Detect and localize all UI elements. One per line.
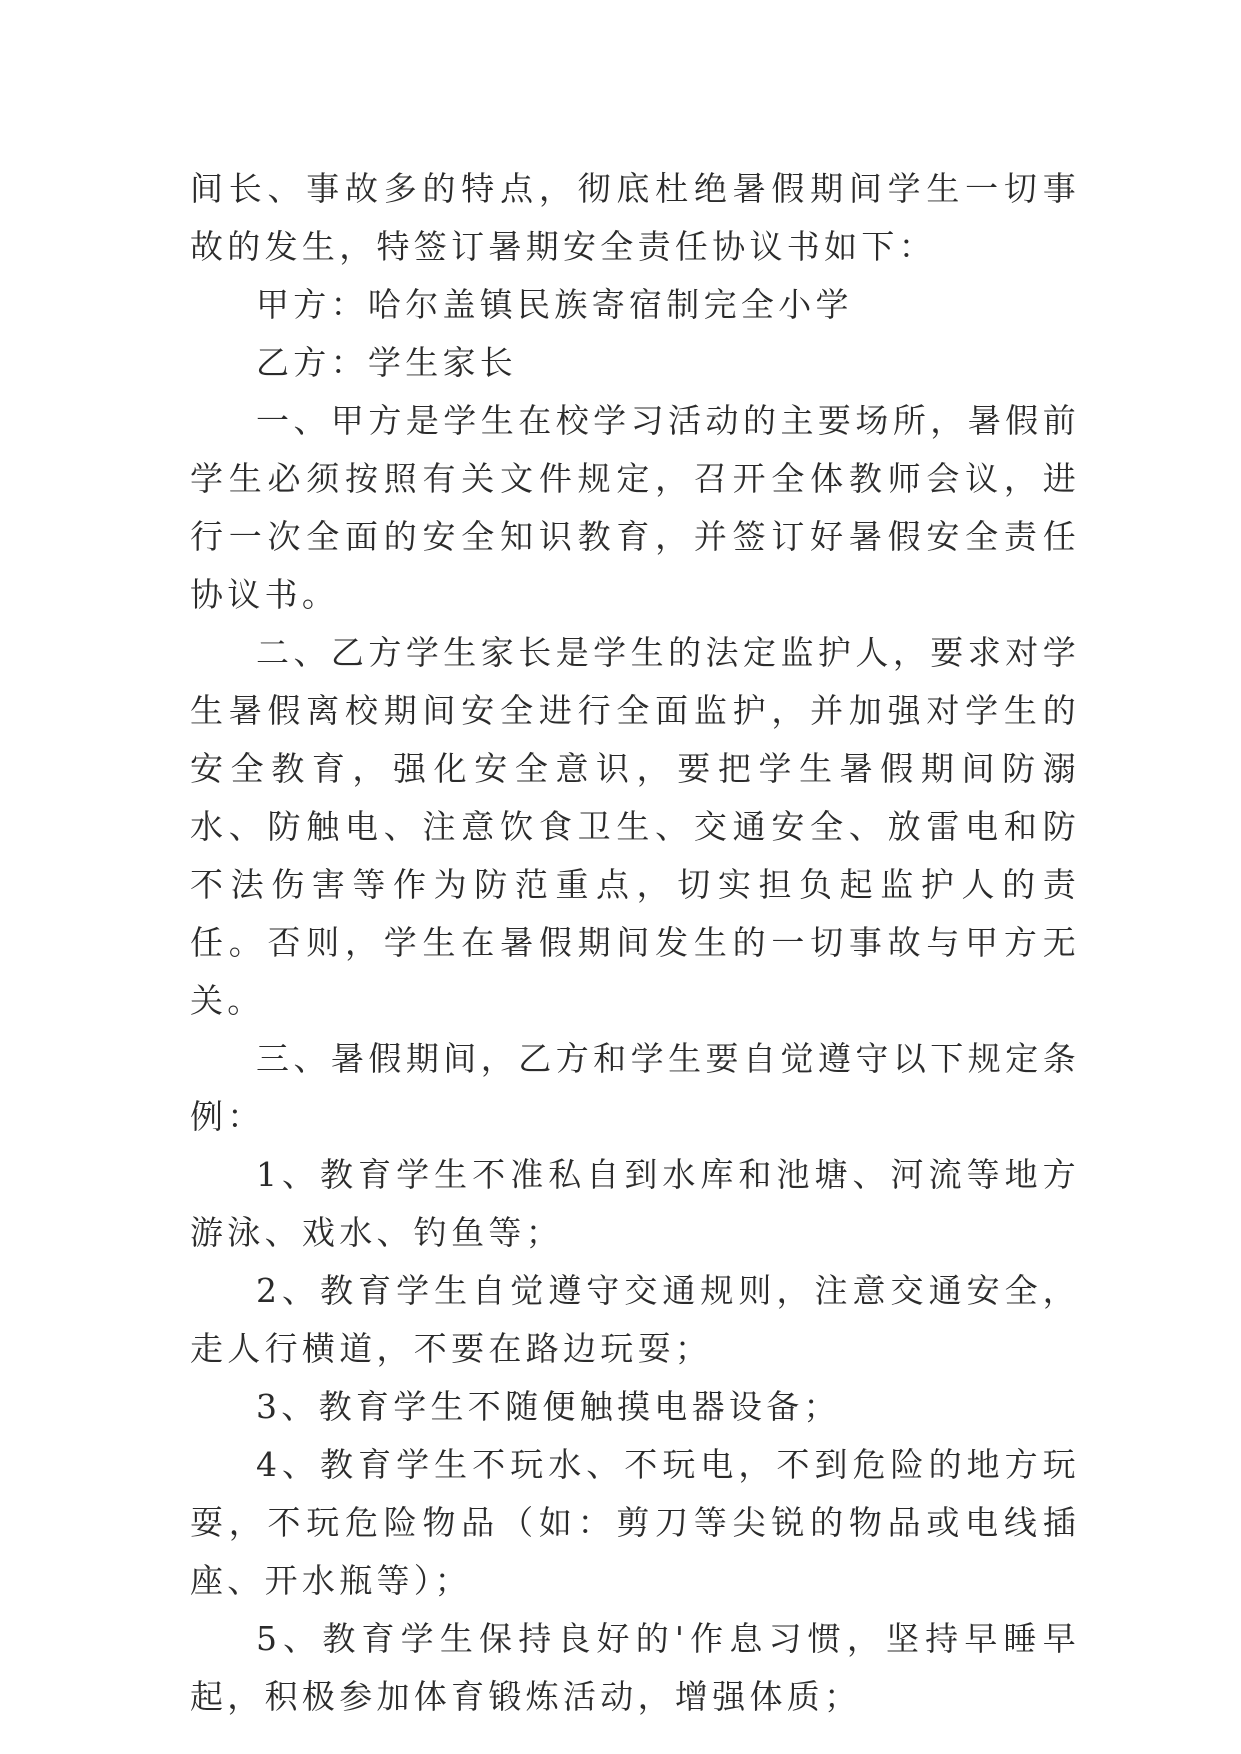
- paragraph-party-a: 甲方：哈尔盖镇民族寄宿制完全小学: [256, 285, 853, 324]
- paragraph-clause-3: 三、暑假期间，乙方和学生要自觉遵守以下规定条例：: [190, 1039, 1080, 1136]
- document-body: [190, 160, 1080, 1726]
- paragraph-rule-3: 3、教育学生不随便触摸电器设备；: [256, 1387, 841, 1426]
- paragraph-rule-5: 5、教育学生保持良好的'作息习惯，坚持早睡早起，积极参加体育锻炼活动，增强体质；: [190, 1619, 1080, 1716]
- paragraph-rule-4: 4、教育学生不玩水、不玩电，不到危险的地方玩耍，不玩危险物品（如：剪刀等尖锐的物品或电线插座、开水瓶等）；: [190, 1445, 1080, 1600]
- paragraph-clause-1: 一、甲方是学生在校学习活动的主要场所，暑假前学生必须按照有关文件规定，召开全体教师会议，进行一次全面的安全知识教育，并签订好暑假安全责任协议书。: [190, 401, 1080, 614]
- paragraph-rule-2: 2、教育学生自觉遵守交通规则，注意交通安全，走人行横道，不要在路边玩耍；: [190, 1271, 1080, 1368]
- paragraph-party-b: 乙方：学生家长: [256, 343, 518, 382]
- paragraph-intro: 间长、事故多的特点，彻底杜绝暑假期间学生一切事故的发生，特签订暑期安全责任协议书如下：: [190, 169, 1080, 266]
- paragraph-clause-2: 二、乙方学生家长是学生的法定监护人，要求对学生暑假离校期间安全进行全面监护，并加强对学生的安全教育，强化安全意识，要把学生暑假期间防溺水、防触电、注意饮食卫生、交通安全、放雷电和防不法伤害等作为防范重点，切实担负起监护人的责任。否则，学生在暑假期间发生的一切事故与甲方无关。: [190, 633, 1080, 1020]
- paragraph-rule-1: 1、教育学生不准私自到水库和池塘、河流等地方游泳、戏水、钓鱼等；: [190, 1155, 1080, 1252]
